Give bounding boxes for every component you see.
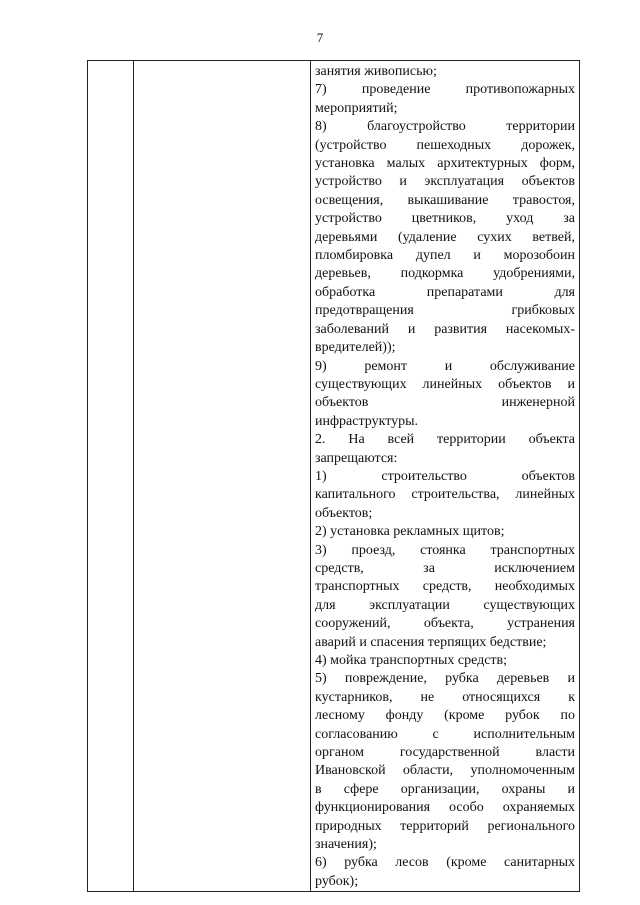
- text-line: 4) мойка транспортных средств;: [315, 653, 508, 668]
- text-line: транспортных средств, необходимых: [315, 579, 575, 595]
- text-line: лесному фонду (кроме рубок по: [315, 708, 575, 724]
- text-line: значения);: [315, 837, 377, 853]
- table-cell-regime: [311, 61, 580, 892]
- text-line: занятия живописью;: [315, 64, 437, 79]
- text-line: 8) благоустройство территории: [315, 119, 575, 135]
- text-line: пломбировка дупел и морозобоин: [315, 248, 575, 264]
- text-line: капитального строительства, линейных: [315, 487, 575, 503]
- page-number: 7: [316, 30, 324, 45]
- text-line: 3) проезд, стоянка транспортных: [315, 542, 575, 558]
- text-line: 2) установка рекламных щитов;: [315, 524, 505, 540]
- document-table: [87, 60, 580, 892]
- text-line: освещения, выкашивание травостоя,: [315, 192, 575, 208]
- text-line: объектов;: [315, 505, 373, 521]
- table-row: [88, 61, 580, 892]
- text-line: природных территорий регионального: [315, 818, 575, 834]
- text-line: Ивановской области, уполномоченным: [315, 763, 575, 779]
- text-line: предотвращения грибковых: [315, 303, 575, 319]
- table-cell-name: [134, 61, 311, 892]
- text-line: 6) рубка лесов (кроме санитарных: [315, 855, 575, 871]
- text-line: мероприятий;: [315, 100, 398, 116]
- text-line: заболеваний и развития насекомых-: [315, 321, 575, 337]
- text-line: деревьев, подкормка удобрениями,: [315, 266, 575, 282]
- text-line: средств, за исключением: [315, 560, 575, 576]
- text-line: кустарников, не относящихся к: [315, 689, 575, 705]
- text-line: запрещаются:: [315, 450, 398, 466]
- text-line: сооружений, объекта, устранения: [315, 616, 575, 632]
- text-line: объектов инженерной: [315, 395, 575, 411]
- text-line: рубок);: [315, 873, 359, 889]
- text-line: установка малых архитектурных форм,: [315, 156, 575, 172]
- text-line: обработка препаратами для: [315, 284, 575, 300]
- text-line: 2. На всей территории объекта: [315, 432, 575, 448]
- text-line: согласованию с исполнительным: [315, 726, 575, 742]
- table-cell-number: [88, 61, 134, 892]
- text-line: 1) строительство объектов: [315, 468, 575, 484]
- regime-text: [311, 61, 579, 891]
- text-line: в сфере организации, охраны и: [315, 781, 575, 797]
- text-line: органом государственной власти: [315, 745, 575, 761]
- text-line: существующих линейных объектов и: [315, 376, 575, 392]
- text-line: инфраструктуры.: [315, 413, 419, 429]
- text-line: 7) проведение противопожарных: [315, 82, 575, 98]
- text-line: деревьями (удаление сухих ветвей,: [315, 229, 575, 245]
- text-line: для эксплуатации существующих: [315, 597, 575, 613]
- text-line: устройство цветников, уход за: [315, 211, 575, 227]
- text-line: функционирования особо охраняемых: [315, 800, 575, 816]
- text-line: устройство и эксплуатация объектов: [315, 174, 575, 190]
- text-line: вредителей));: [315, 340, 396, 356]
- text-line: 9) ремонт и обслуживание: [315, 358, 575, 374]
- text-line: аварий и спасения терпящих бедствие;: [315, 634, 547, 650]
- text-line: (устройство пешеходных дорожек,: [315, 137, 575, 153]
- text-line: 5) повреждение, рубка деревьев и: [315, 671, 575, 687]
